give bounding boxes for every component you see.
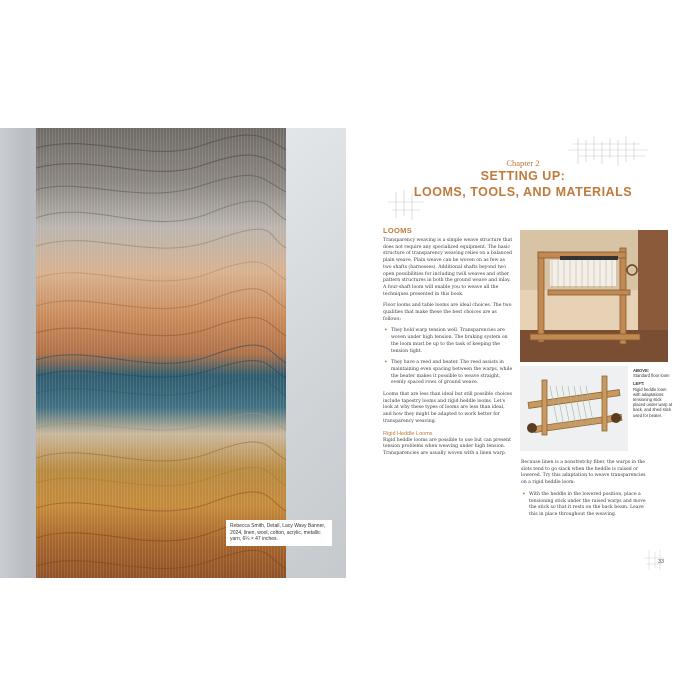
floor-loom-photo	[520, 230, 668, 362]
bullet-item: • With the heddle in the lowered position, place a tensioning stick under the raised warps and move the stick so that it rests on the back beam. Leave this in place throughout the weaving.	[521, 492, 647, 519]
right-page	[346, 128, 700, 578]
less-ideal-paragraph: Looms that are less than ideal but still possible choices include tapestry looms and rigid heddle looms. Let's look at why these types of looms are less than ideal, and how they might be adapted to work better for transparency weaving.	[383, 392, 513, 424]
subheading: Rigid Heddle Looms	[383, 430, 433, 437]
photo-caption: Rebecca Smith, Detail, Lacy Wavy Banner, 2024, linen, wool, cotton, acrylic, metallic yarn, 6¼ × 47 inches.	[226, 520, 332, 546]
caption-left-text: Rigid heddle loom with adaptations: tensioning stick placed under warp at back, and shed stick used for beater.	[633, 386, 673, 418]
floor-looms-paragraph: Floor looms and table looms are ideal choices. The two qualities that make these the best choices are as follows:	[383, 303, 512, 322]
chapter-label: Chapter 2	[506, 158, 540, 168]
caption-above-text: Standard floor loom	[633, 373, 670, 379]
page-number: 33	[658, 559, 665, 565]
chapter-title-line1: SETTING UP:	[480, 169, 566, 183]
floor-loom-illustration	[520, 230, 668, 362]
section-heading: LOOMS	[383, 226, 412, 235]
rigid-heddle-paragraph: Rigid heddle looms are possible to use but can present tension problems when weaving under high tension. Transparencies are usually woven with a linen warp.	[383, 437, 511, 456]
rigid-heddle-loom-illustration	[520, 366, 628, 451]
rigid-heddle-loom-photo	[520, 366, 628, 451]
woven-banner-image	[0, 128, 346, 578]
text-column-right	[521, 460, 647, 524]
book-spread	[0, 128, 700, 578]
caption-above-label: ABOVE:	[633, 368, 650, 373]
text-column-left	[383, 226, 513, 463]
left-page-photo	[0, 128, 346, 578]
intro-paragraph: Transparency weaving is a simple weave structure that does not require any specialized equipment. The basic structure of transparency weaving relies on a balanced plain weave. Plain weave can be woven on as few as two shafts (harnesses). Additional shafts beyond two open possibilities for including twill weaves and other pattern structures in both the ground weave and inlay. A four-shaft loom will enable you to weave all the techniques presented in this book.	[383, 238, 513, 297]
photo-captions	[633, 368, 675, 418]
bullet-item: • They hold warp tension well. Transparencies are woven under high tension. The braking system on the loom must be up to the task of keeping the tension tight.	[383, 328, 513, 355]
caption-left-label: LEFT:	[633, 381, 645, 387]
chapter-title-line2: LOOMS, TOOLS, AND MATERIALS	[413, 185, 633, 199]
bullet-item: • They have a reed and beater. The reed assists in maintaining even spacing between the warps, while the beater makes it possible to weave straight, evenly spaced rows of ground weave.	[383, 360, 513, 387]
linen-paragraph: Because linen is a nonstretchy fiber, the warps in the slots tend to go slack when the heddle is raised or lowered. Try this adaptation to weave transparencies on a rigid heddle loom:	[521, 460, 646, 486]
